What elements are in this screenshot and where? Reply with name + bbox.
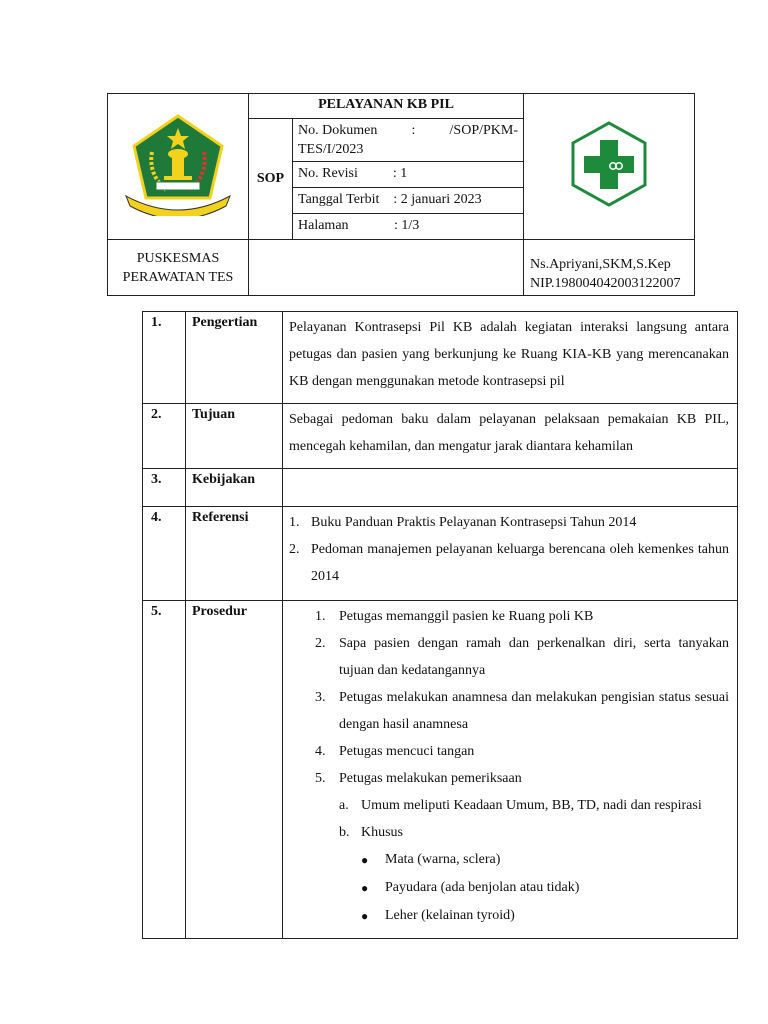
- document-number-value: /SOP/PKM-: [449, 123, 518, 138]
- puskesmas-logo-cell: [524, 94, 695, 240]
- revision-field: [293, 162, 524, 188]
- bullet-text: Payudara (ada benjolan atau tidak): [385, 880, 580, 895]
- list-item-text: Petugas melakukan pemeriksaan: [339, 771, 522, 786]
- list-item-text: Petugas memanggil pasien ke Ruang poli KB: [339, 609, 594, 624]
- list-item-number: 2.: [315, 636, 326, 651]
- section-label: Referensi: [186, 507, 283, 601]
- list-item: [289, 738, 729, 765]
- list-item-number: 5.: [315, 771, 326, 786]
- section-text: [283, 469, 738, 507]
- section-number: 1.: [143, 312, 186, 404]
- regency-logo-cell: [108, 94, 249, 240]
- revision-text: No. Revisi : 1: [298, 166, 408, 181]
- bullet-icon: ●: [361, 881, 369, 895]
- document-number-separator: :: [411, 123, 416, 138]
- puskesmas-name-line1: PUSKESMAS: [136, 250, 220, 266]
- issue-date-text: Tanggal Terbit : 2 januari 2023: [298, 192, 482, 207]
- empty-header-cell: [249, 240, 524, 296]
- sub-list-item: [289, 819, 729, 846]
- section-label: Pengertian: [186, 312, 283, 404]
- section-label: Tujuan: [186, 404, 283, 469]
- section-number: 5.: [143, 601, 186, 939]
- bullet-item: [289, 846, 729, 874]
- bullet-item: [289, 902, 729, 930]
- section-row: [143, 507, 738, 601]
- issue-date-field: [293, 188, 524, 214]
- section-row: [143, 312, 738, 404]
- list-item-number: 2.: [289, 542, 300, 557]
- section-text: Pelayanan Kontrasepsi Pil KB adalah kegiatan interaksi langsung antara petugas dan pasien yang berkunjung ke Ruang KIA-KB yang merencanakan KB dengan menggunakan metode kontrasepsi pil: [283, 312, 738, 404]
- section-row: [143, 469, 738, 507]
- list-item: [289, 630, 729, 684]
- signer-nip: NIP.198004042003122007: [530, 276, 681, 291]
- signer-name: Ns.Apriyani,SKM,S.Kep: [530, 257, 671, 272]
- sub-list-item-text: Umum meliputi Keadaan Umum, BB, TD, nadi dan respirasi: [361, 798, 702, 813]
- list-item-text: Buku Panduan Praktis Pelayanan Kontrasepsi Tahun 2014: [311, 515, 637, 530]
- section-number: 3.: [143, 469, 186, 507]
- health-cross-logo-icon: [569, 120, 649, 208]
- sop-content-table: [142, 311, 738, 939]
- list-item-number: 3.: [315, 690, 326, 705]
- list-item: [289, 536, 729, 590]
- sub-list-item-text: Khusus: [361, 825, 404, 840]
- sop-header-table: [107, 93, 695, 296]
- section-number: 2.: [143, 404, 186, 469]
- reference-list: [283, 507, 738, 601]
- bullet-text: Mata (warna, sclera): [385, 852, 501, 867]
- procedure-list: [283, 601, 738, 939]
- section-row: [143, 404, 738, 469]
- list-item-text: Sapa pasien dengan ramah dan perkenalkan diri, serta tanyakan tujuan dan kedatangannya: [339, 636, 729, 678]
- puskesmas-name-line2: PERAWATAN TES: [122, 269, 234, 285]
- document-number-value-line2: TES/I/2023: [298, 142, 364, 157]
- section-row: [143, 601, 738, 939]
- regency-emblem-icon: [118, 112, 238, 216]
- page-field: [293, 214, 524, 240]
- section-number: 4.: [143, 507, 186, 601]
- puskesmas-name-cell: [108, 240, 249, 296]
- list-item: [289, 684, 729, 738]
- sop-label: SOP: [249, 119, 293, 240]
- list-item-number: 1.: [315, 609, 326, 624]
- list-item: [289, 765, 729, 792]
- list-item: [289, 509, 729, 536]
- section-label: Prosedur: [186, 601, 283, 939]
- bullet-icon: ●: [361, 909, 369, 923]
- list-item: [289, 603, 729, 630]
- list-item-text: Petugas mencuci tangan: [339, 744, 475, 759]
- section-text: Sebagai pedoman baku dalam pelayanan pelaksaan pemakaian KB PIL, mencegah kehamilan, dan mengatur jarak diantara kehamilan: [283, 404, 738, 469]
- section-label: Kebijakan: [186, 469, 283, 507]
- document-number-label: No. Dokumen: [298, 123, 378, 138]
- sub-list-item: [289, 792, 729, 819]
- page-text: Halaman : 1/3: [298, 218, 420, 233]
- list-item-number: 4.: [315, 744, 326, 759]
- sub-list-item-letter: b.: [339, 825, 350, 840]
- bullet-item: [289, 874, 729, 902]
- bullet-text: Leher (kelainan tyroid): [385, 908, 515, 923]
- document-title: PELAYANAN KB PIL: [249, 94, 524, 119]
- signer-cell: [524, 240, 695, 296]
- list-item-text: Petugas melakukan anamnesa dan melakukan pengisian status sesuai dengan hasil anamnesa: [339, 690, 729, 732]
- document-number-field: [293, 119, 524, 162]
- bullet-icon: ●: [361, 853, 369, 867]
- sub-list-item-letter: a.: [339, 798, 349, 813]
- list-item-text: Pedoman manajemen pelayanan keluarga berencana oleh kemenkes tahun 2014: [311, 542, 729, 584]
- list-item-number: 1.: [289, 515, 300, 530]
